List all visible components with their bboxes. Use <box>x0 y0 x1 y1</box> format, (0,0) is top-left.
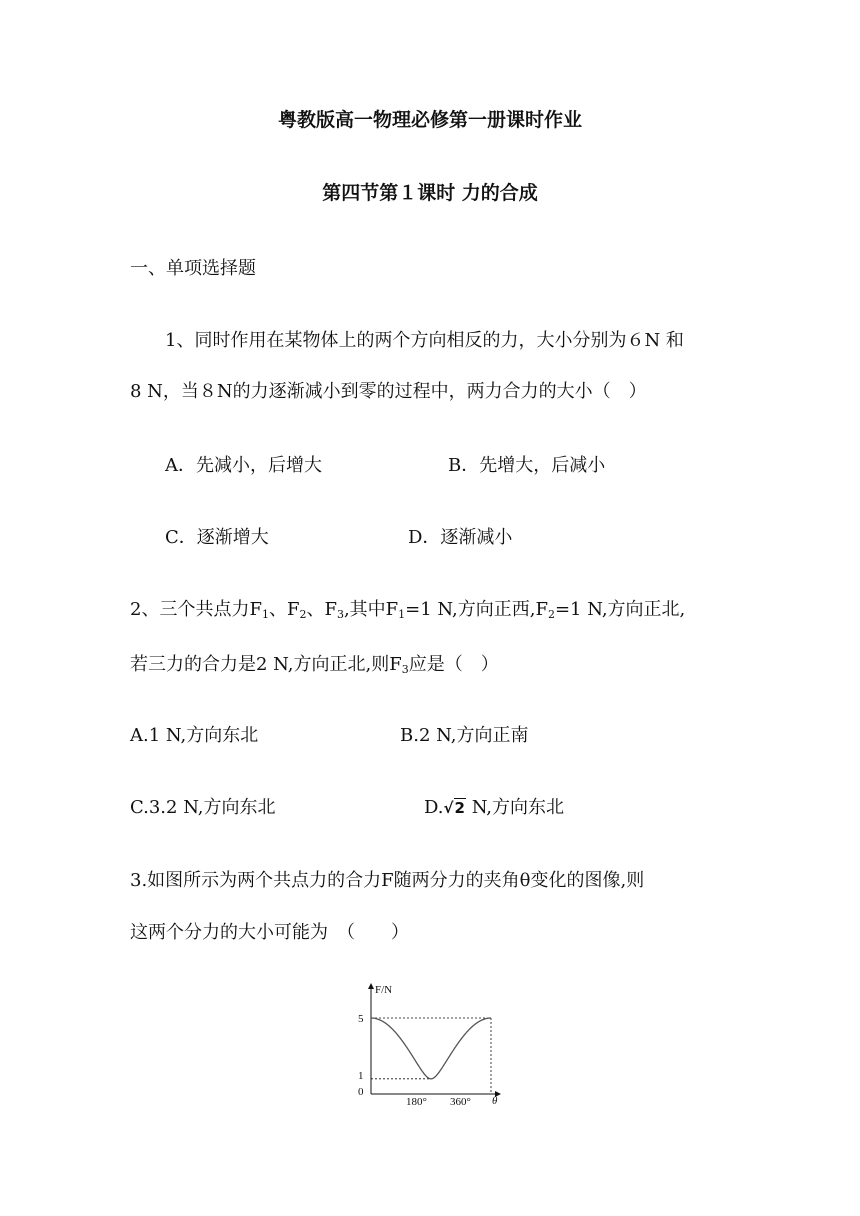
q1-line2: 8 N，当８N的力逐渐减小到零的过程中，两力合力的大小（ ） <box>130 381 647 402</box>
q3-line1: 3.如图所示为两个共点力的合力F随两分力的夹角θ变化的图像,则 <box>130 870 645 891</box>
x-tick-360: 360° <box>450 1096 471 1108</box>
q2-option-c: C.3.2 N,方向东北 <box>130 797 276 818</box>
q2-option-b: B.2 N,方向正南 <box>400 725 529 746</box>
y-axis-label: F/N <box>375 984 393 996</box>
q1-option-c: C．逐渐增大 <box>165 527 269 548</box>
force-angle-graph <box>330 978 530 1108</box>
section-heading: 一、单项选择题 <box>130 258 256 279</box>
q2-line2: 若三力的合力是2 N,方向正北,则$F_3$应是（ ） <box>130 654 499 676</box>
q3-line2: 这两个分力的大小可能为 （ ） <box>130 922 409 943</box>
resultant-curve <box>371 1018 491 1079</box>
document-title: 粤教版高一物理必修第一册课时作业 <box>277 109 582 131</box>
q1-option-b: B．先增大，后减小 <box>448 455 606 476</box>
q1-option-d: D．逐渐减小 <box>408 527 513 548</box>
x-axis-label: θ <box>492 1095 498 1107</box>
y-tick-5: 5 <box>358 1013 364 1025</box>
q2-line1: 2、三个共点力$F_1$、$F_2$、$F_3$,其中$F_1=1$ N,方向正西$,F_2=1$ N,方向正北, <box>130 599 686 621</box>
y-tick-1: 1 <box>358 1070 364 1082</box>
lesson-title: 第四节第１课时 力的合成 <box>322 182 538 204</box>
q1-line1: 1、同时作用在某物体上的两个方向相反的力，大小分别为６N 和 <box>165 330 684 351</box>
q1-option-a: A．先减小，后增大 <box>165 455 322 476</box>
guide-lines <box>371 1018 491 1094</box>
sqrt-symbol: √2 <box>443 799 465 817</box>
q2-option-d: D.√2 N,方向东北 <box>424 797 565 818</box>
q2-option-a: A.1 N,方向东北 <box>130 725 259 746</box>
x-tick-180: 180° <box>406 1096 427 1108</box>
origin-label: 0 <box>358 1086 364 1098</box>
